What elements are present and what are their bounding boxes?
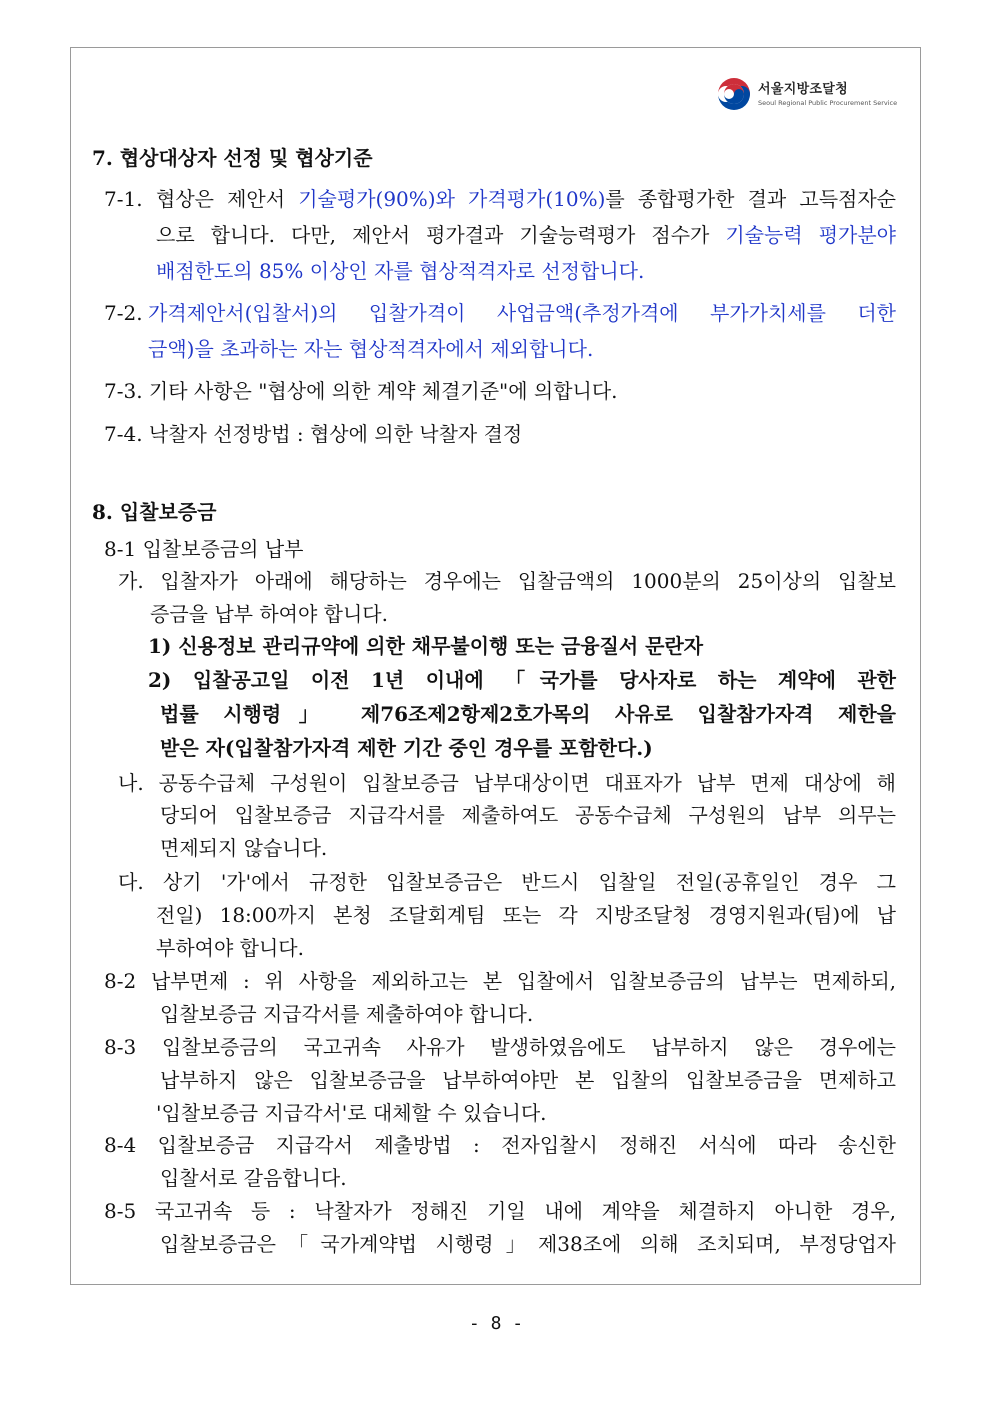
item-8-4-line-2: 입찰서로 갈음합니다. (160, 1166, 347, 1190)
item-da-line-1: 다. 상기 '가'에서 규정한 입찰보증금은 반드시 입찰일 전일(공휴일인 경우 그 (118, 870, 896, 894)
item-8-1-title: 8-1 입찰보증금의 납부 (104, 537, 304, 561)
item-8-2-line-1: 8-2 납부면제 : 위 사항을 제외하고는 본 입찰에서 입찰보증금의 납부는 면제하되, (104, 969, 896, 993)
item-7-3: 7-3. 기타 사항은 "협상에 의한 계약 체결기준"에 의합니다. (104, 379, 618, 403)
item-na-line-1: 나. 공동수급체 구성원이 입찰보증금 납부대상이면 대표자가 납부 면제 대상에 해 (118, 771, 896, 795)
item-ga-bullet-1: 1) 신용정보 관리규약에 의한 채무불이행 또는 금융질서 문란자 (148, 634, 704, 658)
item-7-2-line-1: 가격제안서(입찰서)의 입찰가격이 사업금액(추정가격에 부가가치세를 더한 (148, 301, 896, 325)
item-8-5-line-2: 입찰보증금은「국가계약법 시행령」제38조에 의해 조치되며, 부정당업자 (160, 1232, 896, 1256)
item-ga-line-1: 가. 입찰자가 아래에 해당하는 경우에는 입찰금액의 1000분의 25이상의 입찰보 (118, 569, 896, 593)
item-da-line-2: 전일) 18:00까지 본청 조달회계팀 또는 각 지방조달청 경영지원과(팀)에 납 (156, 903, 896, 927)
item-8-5-line-1: 8-5 국고귀속 등 : 낙찰자가 정해진 기일 내에 계약을 체결하지 아니한 경우, (104, 1199, 896, 1223)
item-8-4-line-1: 8-4 입찰보증금 지급각서 제출방법 : 전자입찰시 정해진 서식에 따라 송신한 (104, 1133, 896, 1157)
org-name-ko: 서울지방조달청 (758, 82, 849, 97)
highlight-evaluation-ratio: 기술평가(90%)와 가격평가(10%) (298, 187, 606, 211)
highlight-tech-area: 기술능력 평가분야 (725, 223, 896, 247)
item-na-line-2: 당되어 입찰보증금 지급각서를 제출하여도 공동수급체 구성원의 납부 의무는 (160, 803, 896, 827)
org-logo (716, 76, 896, 112)
item-8-3-line-1: 8-3 입찰보증금의 국고귀속 사유가 발생하였음에도 납부하지 않은 경우에는 (104, 1035, 896, 1059)
item-7-1-line-3: 배점한도의 85% 이상인 자를 협상적격자로 선정합니다. (156, 259, 645, 283)
item-da-line-3: 부하여야 합니다. (156, 936, 304, 960)
item-ga-bullet-2-line-2: 법률 시행령」 제76조제2항제2호가목의 사유로 입찰참가자격 제한을 (160, 702, 896, 726)
item-7-1-line-1: 협상은 제안서 기술평가(90%)와 가격평가(10%)를 종합평가한 결과 고득점자순 (156, 187, 897, 211)
section-8-title: 8. 입찰보증금 (92, 500, 217, 524)
item-7-1-line-2: 으로 합니다. 다만, 제안서 평가결과 기술능력평가 점수가 기술능력 평가분야 (156, 223, 896, 247)
org-name-en: Seoul Regional Public Procurement Service (758, 99, 898, 107)
page-number: - 8 - (468, 1313, 524, 1334)
item-7-2-number: 7-2. (104, 301, 143, 325)
item-na-line-3: 면제되지 않습니다. (160, 836, 328, 860)
item-8-3-line-2: 납부하지 않은 입찰보증금을 납부하여야만 본 입찰의 입찰보증금을 면제하고 (160, 1068, 896, 1092)
item-ga-line-2: 증금을 납부 하여야 합니다. (150, 602, 388, 626)
item-7-1-number: 7-1. (104, 187, 143, 211)
taegeuk-emblem-icon (716, 76, 752, 112)
item-ga-bullet-2-line-3: 받은 자(입찰참가자격 제한 기간 중인 경우를 포함한다.) (160, 736, 653, 760)
item-ga-bullet-2-line-1: 2) 입찰공고일 이전 1년 이내에 「국가를 당사자로 하는 계약에 관한 (148, 668, 896, 692)
item-8-2-line-2: 입찰보증금 지급각서를 제출하여야 합니다. (160, 1002, 534, 1026)
item-8-3-line-3: '입찰보증금 지급각서'로 대체할 수 있습니다. (156, 1101, 547, 1125)
item-7-4: 7-4. 낙찰자 선정방법 : 협상에 의한 낙찰자 결정 (104, 422, 523, 446)
section-7-title: 7. 협상대상자 선정 및 협상기준 (92, 146, 373, 170)
item-7-2-line-2: 금액)을 초과하는 자는 협상적격자에서 제외합니다. (148, 337, 594, 361)
